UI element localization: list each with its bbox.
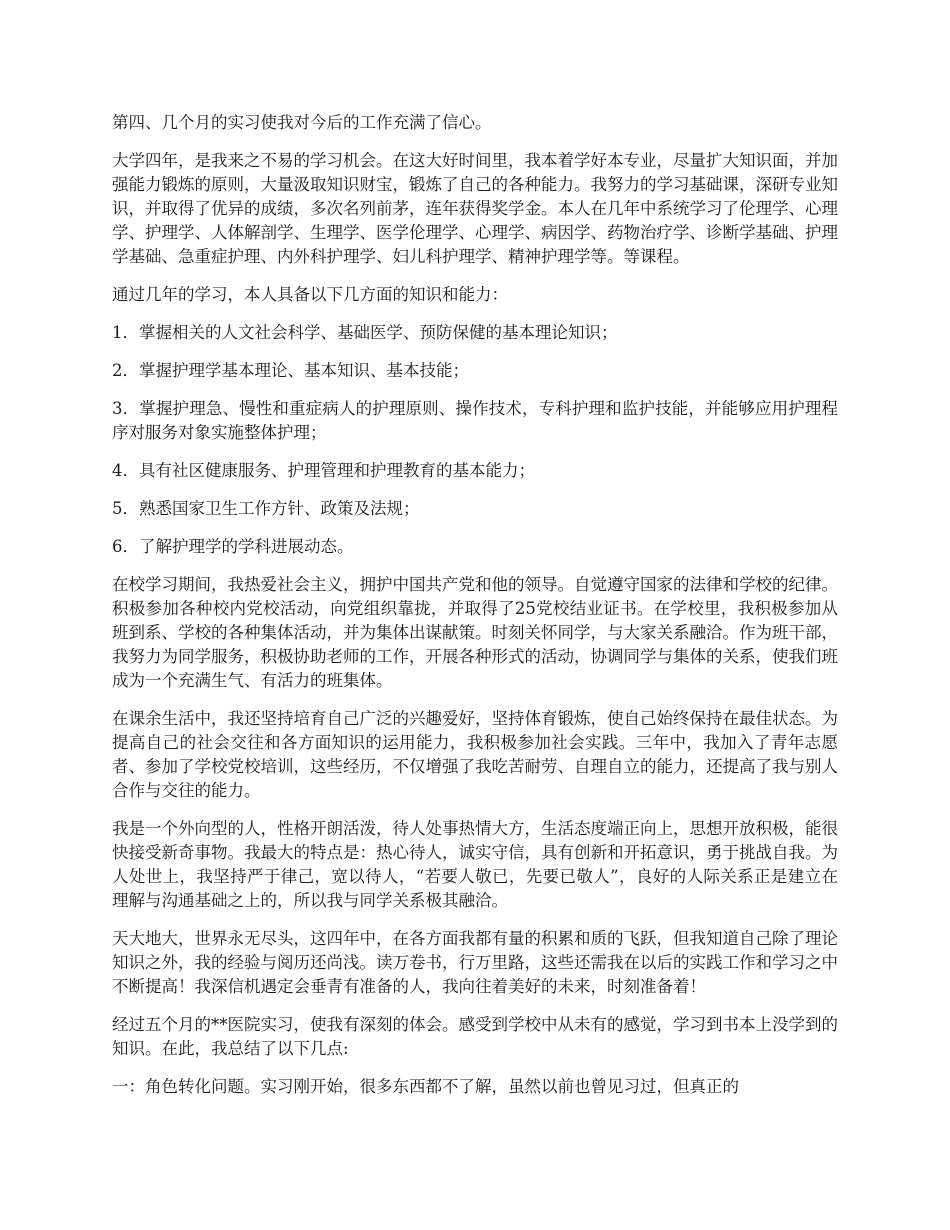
- list-item-4: 4．具有社区健康服务、护理管理和护理教育的基本能力；: [112, 461, 535, 480]
- paragraph-confidence: 第四、几个月的实习使我对今后的工作充满了信心。: [112, 113, 492, 132]
- list-item-6: 6．了解护理学的学科进展动态。: [112, 537, 354, 556]
- list-item-1: 1．掌握相关的人文社会科学、基础医学、预防保健的基本理论知识；: [112, 323, 618, 342]
- list-item-5: 5．熟悉国家卫生工作方针、政策及法规；: [112, 499, 420, 518]
- paragraph-personality: 我是一个外向型的人，性格开朗活泼，待人处事热情大方，生活态度端正向上，思想开放积极，能很快接受新奇事物。我最大的特点是：热心待人，诚实守信，具有创新和开拓意识，勇于挑战自我。为人处世上，我坚持严于律己，宽以待人，“若要人敬已，先要已敬人”，良好的人际关系正是建立在理解与沟通基础之上的，所以我与同学关系极其融洽。: [112, 819, 838, 910]
- paragraph-abilities-intro: 通过几年的学习，本人具备以下几方面的知识和能力：: [112, 285, 508, 304]
- list-item-3: 3．掌握护理急、慢性和重症病人的护理原则、操作技术，专科护理和监护技能，并能够应用护理程序对服务对象实施整体护理；: [112, 399, 838, 442]
- paragraph-extracurricular: 在课余生活中，我还坚持培育自己广泛的兴趣爱好，坚持体育锻炼，使自己始终保持在最佳状态。为提高自己的社会交往和各方面知识的运用能力，我积极参加社会实践。三年中，我加入了青年志愿者、参加了学校党校培训，这些经历，不仅增强了我吃苦耐劳、自理自立的能力，还提高了我与别人合作与交往的能力。: [112, 709, 838, 800]
- paragraph-school-activities: 在校学习期间，我热爱社会主义，拥护中国共产党和他的领导。自觉遵守国家的法律和学校的纪律。积极参加各种校内党校活动，向党组织靠拢，并取得了25党校结业证书。在学校里，我积极参加从班到系、学校的各种集体活动，并为集体出谋献策。时刻关怀同学，与大家关系融洽。作为班干部，我努力为同学服务，积极协助老师的工作，开展各种形式的活动，协调同学与集体的关系，使我们班成为一个充满生气、有活力的班集体。: [112, 575, 838, 690]
- document-page: [112, 111, 838, 1113]
- paragraph-future: 天大地大，世界永无尽头，这四年中，在各方面我都有量的积累和质的飞跃，但我知道自己除了理论知识之外，我的经验与阅历还尚浅。读万卷书，行万里路，这些还需我在以后的实践工作和学习之中不断提高！我深信机遇定会垂青有准备的人，我向往着美好的未来，时刻准备着！: [112, 929, 838, 996]
- list-item-2: 2．掌握护理学基本理论、基本知识、基本技能；: [112, 361, 469, 380]
- paragraph-university-study: 大学四年，是我来之不易的学习机会。在这大好时间里，我本着学好本专业，尽量扩大知识面，并加强能力锻炼的原则，大量汲取知识财宝，锻炼了自己的各种能力。我努力的学习基础课，深研专业知识，并取得了优异的成绩，多次名列前茅，连年获得奖学金。本人在几年中系统学习了伦理学、心理学、护理学、人体解剖学、生理学、医学伦理学、心理学、病因学、药物治疗学、诊断学基础、护理学基础、急重症护理、内外科护理学、妇儿科护理学、精神护理学等。等课程。: [112, 151, 838, 266]
- paragraph-internship: 经过五个月的**医院实习，使我有深刻的体会。感受到学校中从未有的感觉，学习到书本上没学到的知识。在此，我总结了以下几点:: [112, 1015, 838, 1058]
- paragraph-role-change: 一：角色转化问题。实习刚开始，很多东西都不了解，虽然以前也曾见习过，但真正的: [112, 1077, 739, 1096]
